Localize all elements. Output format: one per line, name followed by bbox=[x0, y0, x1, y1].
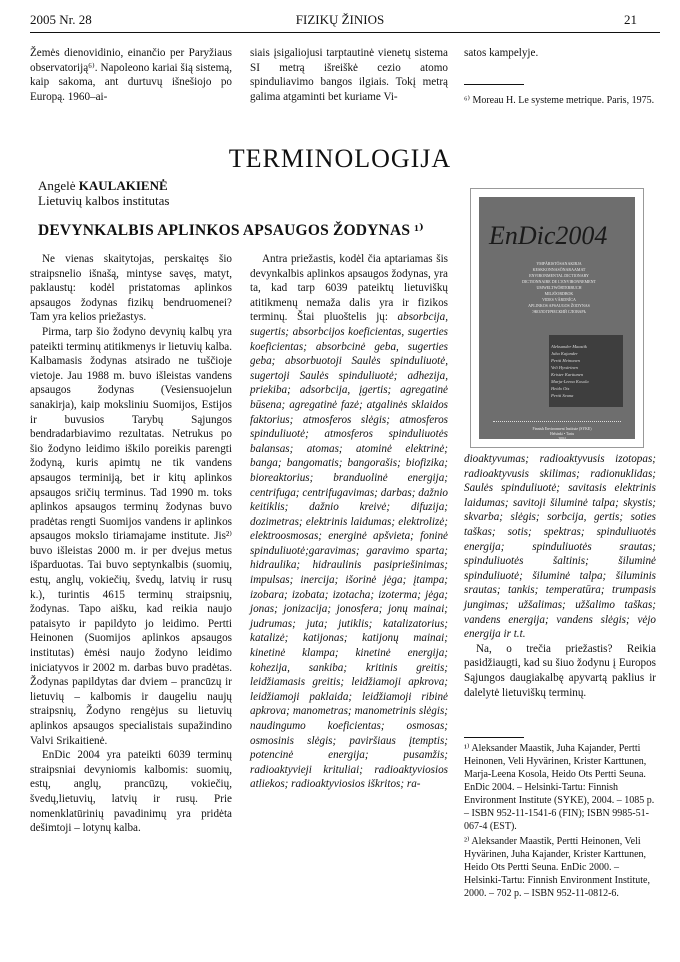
header-rule bbox=[30, 32, 660, 33]
top-col3 bbox=[464, 46, 656, 61]
book-cover-languages: YMPÄRISTÖSANAKIRJA KESKKONNASÕNARAAMAT ENVIRONMENTAL DICTIONARY DICTIONNAIRE DE L'ENVIRONNEMENT UMWELTWÖRTERBUCH MILJÖORDBOK VIDES VĀRDNĪCA APLINKOS APSAUGOS ŽODYNAS ЭКОЛОГИЧЕСКИЙ СЛОВАРЬ bbox=[522, 261, 596, 314]
author-last-name: KAULAKIENĖ bbox=[78, 178, 168, 193]
top-col1 bbox=[30, 46, 232, 104]
author-affiliation: Lietuvių kalbos institutas bbox=[38, 193, 170, 208]
top-col1-text: Žemės dienovidinio, einančio per Paryžiaus observatoriją⁶⁾. Napoleono kariai šią sistemą, kaip sakoma, ant durtuvų išnešiojo po Europą. 1960–ai- bbox=[30, 47, 232, 103]
author-block bbox=[38, 178, 169, 208]
footnote-rule bbox=[464, 84, 524, 85]
col1-paragraph-1: Ne vienas skaitytojas, perskaitęs šio straipsnelio išnašą, mintyse savęs, matyt, paklaustų: kodėl pristatomas aplinkos apsaugos žodynas fizikų bendruomenei? Tam yra kelios priežastys. bbox=[30, 253, 232, 324]
top-footnote bbox=[464, 94, 656, 109]
col2-intro: Antra priežastis, kodėl čia aptariamas šis devynkalbis aplinkos apsaugos žodynas, yra ta, kad tarp 6039 pateiktų lietuviškų atitikmenų nemaža dalis yra ir fizikos terminų. Štai pluoštelis jų: bbox=[250, 253, 448, 324]
col1-paragraph-3: EnDic 2004 yra pateikti 6039 terminų straipsniai devyniomis kalbomis: suomių, estų, anglų, prancūzų, vokiečių, švedų,lietuvių, latvių ir rusų. Prie nomenklatūrinių pavadinimų yra pridėta dešimtoji – lotynų kalba. bbox=[30, 749, 232, 835]
header-journal: FIZIKŲ ŽINIOS bbox=[295, 12, 385, 27]
section-title: TERMINOLOGIJA bbox=[228, 144, 452, 173]
footnote-2: ²⁾ Aleksander Maastik, Pertti Heinonen, Veli Hyvärinen, Juha Kajander, Krister Karttunen, Heido Ots Pertti Seuna. EnDic 2000. – Helsinki-Tartu: Finnish Environment Institute, 2000. – 702 p. – ISBN 952-11-0812-6. bbox=[464, 836, 650, 899]
col2-paragraph bbox=[250, 252, 448, 792]
book-cover-image bbox=[470, 188, 644, 448]
book-cover-title: EnDic2004 bbox=[489, 221, 608, 250]
col2-term-list: absorbcija, sugertis; absorbcijos koeficientas, sugerties koeficientas; absorbcinė geba, sugerties geba; absorbuotoji Saulės spinduliuotė, sugertoji Saulės spinduliuotė; adhezija, priekiba; adsorbcija, įgertis; agregatinė būsena; agregatinė fazė; atgalinės sklaidos faktorius; atmosferos slėgis; atmosferos spinduliuotė; atmosferos spinduliuotės balansas; atomas; atominė elektrinė; banga; bangomatis; bangorašis; biofizika; bioreaktorius; branduolinė energija; centrifuga; centrifugavimas; darbas; dažnio keitiklis; dažnio kreivė; difuzija; dozimetras; elektrinis laidumas; elektrolizė; elektroosmosas; energinė apšvieta; foninė spinduliuotė;garavimas; garavimo sparta; hidraulika; hidraulinis pasipriešinimas; impulsas; inercija; išorinė jėga; įtampa; izobara; izobata; izotacha; izoterma; jėga; jonas; jonizacija; jonosfera; jonų mainai; judrumas; juta; jutiklis; katalizatorius; katalizė; katijonas; katijonų mainai; kinetinė klampa; kinetinė energija; kohezija, sankiba; kritinis greitis; leidžiamasis greitis; leidžiamoji apkrova; leidžiamoji paklaida; leidžiamoji ribinė apkrova; manometras; manometrinis slėgis; naudingumo koeficientas; osmosas; osmosinis slėgis; paviršiaus įtemptis; potencinė energija; pusamžis; radioaktyvieji krituliai; radioaktyviosios atliekos; radioaktyviosios iškritos; ra- bbox=[250, 311, 448, 791]
footnote-1: ¹⁾ Aleksander Maastik, Juha Kajander, Pertti Heinonen, Veli Hyvärinen, Krister Karttunen, Marja-Leena Kosola, Heido Ots Pertti Seuna. EnDic 2004. – Helsinki-Tartu: Finnish Environment Institute (SYKE), 2004. – 1085 p. – ISBN 952-11-1541-6 (FIN); ISBN 9985-51-067-4 (EST). bbox=[464, 743, 655, 832]
article-footnotes bbox=[464, 742, 656, 902]
article-col2 bbox=[250, 252, 448, 792]
top-footnote-text: ⁶⁾ Moreau H. Le systeme metrique. Paris, 1975. bbox=[464, 95, 655, 106]
author-first-name: Angelė bbox=[38, 178, 76, 193]
col3-paragraph: Na, o trečia priežastis? Reikia pasidžiaugti, kad su šiuo žodynu į Europos Sąjungos daugiakalbę apyvartą paklius ir dalelytė lietuviškų terminų. bbox=[464, 642, 656, 699]
article-col1 bbox=[30, 252, 232, 836]
top-col2-text: siais įsigaliojusi tarptautinė vienetų sistema SI metrą išreiškė cezio atomo spinduliavimo bangos ilgiais. Tokį metrą galima atgaminti bet kuriame Vi- bbox=[250, 47, 448, 103]
col1-paragraph-2: Pirma, tarp šio žodyno devynių kalbų yra pateikti terminų atitikmenys ir lietuvių kalba. Kalbamasis žodynas atsirado ne tuščioje vietoje. Jau 1988 m. buvo išleistas vandens apsaugos žodynas (Vesiensuojelun sanakirja), kaip moksliniu Suomijos, Estijos ir buvusios Tarybų Sąjungos bendradarbiavimo rezultatas. Netrukus po šio žodyno leidimo iškilo poreikis parengti žodyną, kuris apimtų ne tik vandens apsaugos terminiją, bet ir kitų aplinkos apsaugos sričių terminus. Tad 1990 m. toks aplinkos apsaugos terminų žodynas buvo pradėtas rengti Suomijos vandens ir aplinkos apsaugos mokslo tiriamajame institute. Jis²⁾ buvo išleistas 2000 m. ir per dvejus metus išparduotas. Tai buvo septynkalbis (suomių, estų, anglų, vokiečių, švedų, latvių ir rusų k.), turintis 4615 terminų straipsnių, žodynas. Tapo aišku, kad reikia naujo pataisyto ir papildyto jo leidimo. Pertti Heinonen (Suomijos aplinkos apsaugos institutas) ėmėsi naujo žodyno leidimo iniciatyvos ir 2002 m. darbas buvo pradėtas. Žodynas papildytas dar dviem – prancūzų ir lietuvių – kalbomis ir daugeliu naujų straipsnių, Žodyno rengėjus su lietuvių aplinkos apsaugos specialistais supažindino Valvi Srikaitienė. bbox=[30, 325, 232, 747]
article-title: DEVYNKALBIS APLINKOS APSAUGOS ŽODYNAS ¹⁾ bbox=[38, 222, 424, 239]
header-page-number: 21 bbox=[624, 12, 637, 27]
top-col2 bbox=[250, 46, 448, 104]
book-cover-dotted-line bbox=[493, 421, 621, 422]
article-col3 bbox=[464, 452, 656, 700]
top-col3-text: satos kampelyje. bbox=[464, 47, 539, 59]
col3-term-list: dioaktyvumas; radioaktyvusis izotopas; radioaktyvusis skilimas; radionuklidas; Saulės spinduliuotė; savitasis elektrinis laidumas; savitoji šiluminė talpa; skystis; skvarba; slėgis; sorbcija, gertis; soties taškas; sotis; spektras; spinduliuotės energija; spinduliuotės srautas; spinduliuotės šaltinis; šiluminė spinduliuotė; šiluminė talpa; šiluminis srautas; tankis; temperatūra; trumpasis jungimas; užšalimas; užšalimo taškas; vandens energija; vandens slėgis; vėjo energija ir t.t. bbox=[464, 453, 656, 641]
article-footnote-rule bbox=[464, 737, 524, 738]
book-cover-publisher: Finnish Environment Institute (SYKE) Helsinki • Tartu 2004 bbox=[532, 427, 592, 441]
author-name bbox=[38, 178, 169, 193]
header-issue: 2005 Nr. 28 bbox=[30, 12, 92, 27]
book-cover-background bbox=[479, 197, 635, 439]
book-cover-authors: Aleksander Maastik Juha Kajander Pertti Heinonen Veli Hyvärinen Krister Karttunen Marja-Leena Kosola Heido Ots Pertti Seuna bbox=[551, 344, 589, 398]
